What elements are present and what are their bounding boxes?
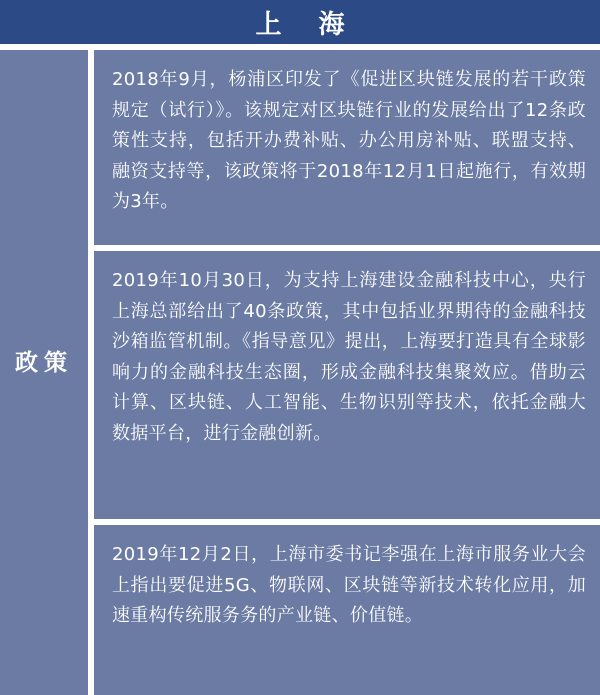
table-header bbox=[0, 0, 600, 44]
policy-text: 2018年9月，杨浦区印发了《促进区块链发展的若干政策规定（试行）》。该规定对区块链行业的发展给出了12条政策性支持，包括开办费补贴、办公用房补贴、联盟支持、融资支持等，该政策将于2018年12月1日起施行，有效期为3年。 bbox=[112, 69, 586, 212]
policy-row bbox=[94, 251, 600, 519]
policy-row bbox=[94, 50, 600, 245]
category-label: 政策 bbox=[15, 350, 73, 376]
policy-text: 2019年12月2日，上海市委书记李强在上海市服务业大会上指出要促进5G、物联网、区块链等新技术转化应用，加速重构传统服务务的产业链、价值链。 bbox=[112, 544, 586, 626]
header-title: 上 海 bbox=[255, 9, 359, 40]
policy-row bbox=[94, 525, 600, 695]
policy-text: 2019年10月30日，为支持上海建设金融科技中心，央行上海总部给出了40条政策，其中包括业界期待的金融科技沙箱监管机制。《指导意见》提出，上海要打造具有全球影响力的金融科技生态圈，形成金融科技集聚效应。借助云计算、区块链、人工智能、生物识别等技术，依托金融大数据平台，进行金融创新。 bbox=[112, 270, 586, 444]
